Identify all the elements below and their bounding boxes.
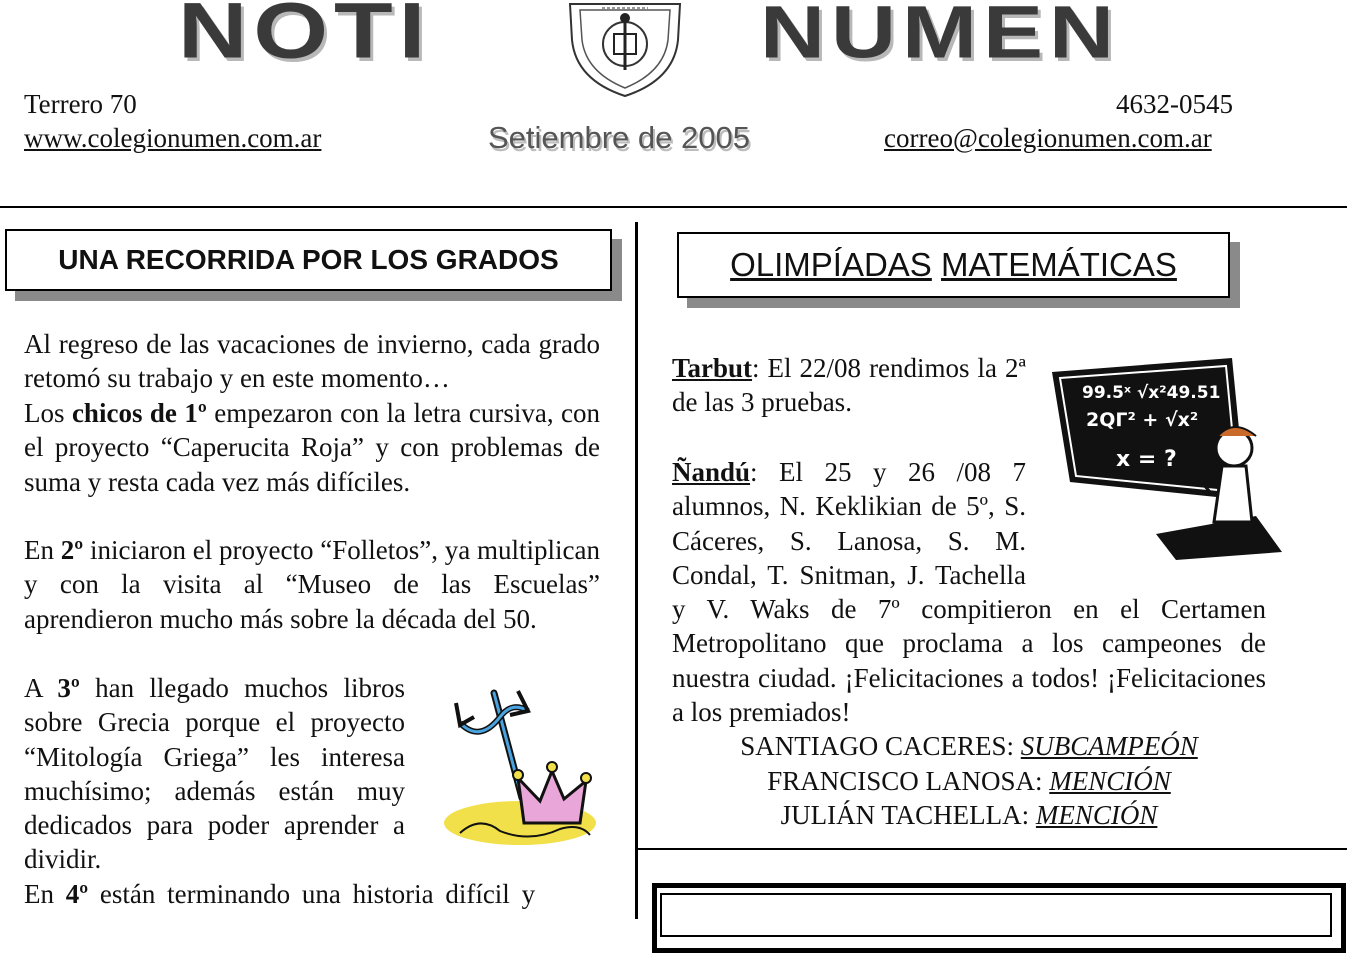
address: Terrero 70 <box>24 89 137 119</box>
issue-date: Setiembre de 2005 <box>488 120 750 155</box>
math-blackboard-icon <box>1046 352 1286 562</box>
right-title-word-1: OLIMPÍADAS <box>730 246 932 283</box>
result-row: SANTIAGO CACERES: SUBCAMPEÓN <box>740 731 1198 761</box>
nandu-paragraph: Ñandú: El 25 y 26 /08 7 alumnos, N. Keklikian de 5º, S. Cáceres, S. Lanosa, S. M. Condal, T. Snitman, J. Tachella y V. Waks de 7º compitieron en el Certamen Metropolitano que proclama a los campeones de nuestra ciudad. ¡Felicitaciones a todos! ¡Felicitaciones a los premiados! <box>672 457 1266 728</box>
left-paragraph-3: En 2º iniciaron el proyecto “Folletos”, ya multiplican y con la visita al “Museo de las Escuelas” aprendieron mucho más sobre la década del 50. <box>24 535 600 634</box>
blackboard-line-1: 99.5ˣ √x²49.51 <box>1082 383 1221 403</box>
column-divider <box>635 222 638 919</box>
masthead-right-word: NUMEN <box>760 0 1120 74</box>
left-article-title-box <box>5 229 612 291</box>
award: MENCIÓN <box>1049 766 1171 796</box>
right-article-title-box <box>677 232 1230 298</box>
award: SUBCAMPEÓN <box>1020 731 1198 761</box>
left-paragraph-5: En 4º están terminando una historia difícil y <box>24 879 536 909</box>
blackboard-line-3: x = ? <box>1116 447 1177 472</box>
website-link[interactable]: www.colegionumen.com.ar <box>24 123 322 153</box>
right-section-divider <box>638 848 1347 850</box>
blackboard-line-2: 2QΓ² + √x² <box>1086 409 1199 431</box>
award: MENCIÓN <box>1035 800 1158 830</box>
right-title-word-2: MATEMÁTICAS <box>941 246 1177 283</box>
left-paragraph-1: Al regreso de las vacaciones de invierno, cada grado retomó su trabajo y en este momento… <box>24 329 600 394</box>
header-divider <box>0 206 1347 208</box>
result-row: JULIÁN TACHELLA: MENCIÓN <box>780 800 1158 830</box>
result-row: FRANCISCO LANOSA: MENCIÓN <box>767 766 1171 796</box>
tarbut-paragraph: Tarbut: El 22/08 rendimos la 2ª de las 3 pruebas. <box>672 353 1026 418</box>
masthead-left-word: NOTI <box>178 0 432 75</box>
left-paragraph-4: A 3º han llegado muchos libros sobre Grecia porque el proyecto “Mitología Griega” les interesa muchísimo; además están muy dedicados para poder aprender a dividir. <box>24 673 406 875</box>
trident-crown-icon <box>440 683 600 853</box>
school-seal-icon <box>562 0 688 98</box>
left-article-title: UNA RECORRIDA POR LOS GRADOS <box>58 244 559 275</box>
email-link[interactable]: correo@colegionumen.com.ar <box>884 123 1212 153</box>
phone: 4632-0545 <box>1116 89 1233 119</box>
nandu-label: Ñandú <box>672 457 751 487</box>
left-paragraph-2: Los chicos de 1º empezaron con la letra cursiva, con el proyecto “Caperucita Roja” y con problemas de suma y resta cada vez más difíciles. <box>24 398 601 497</box>
tarbut-label: Tarbut <box>672 353 753 383</box>
next-article-inner-box <box>660 893 1332 937</box>
